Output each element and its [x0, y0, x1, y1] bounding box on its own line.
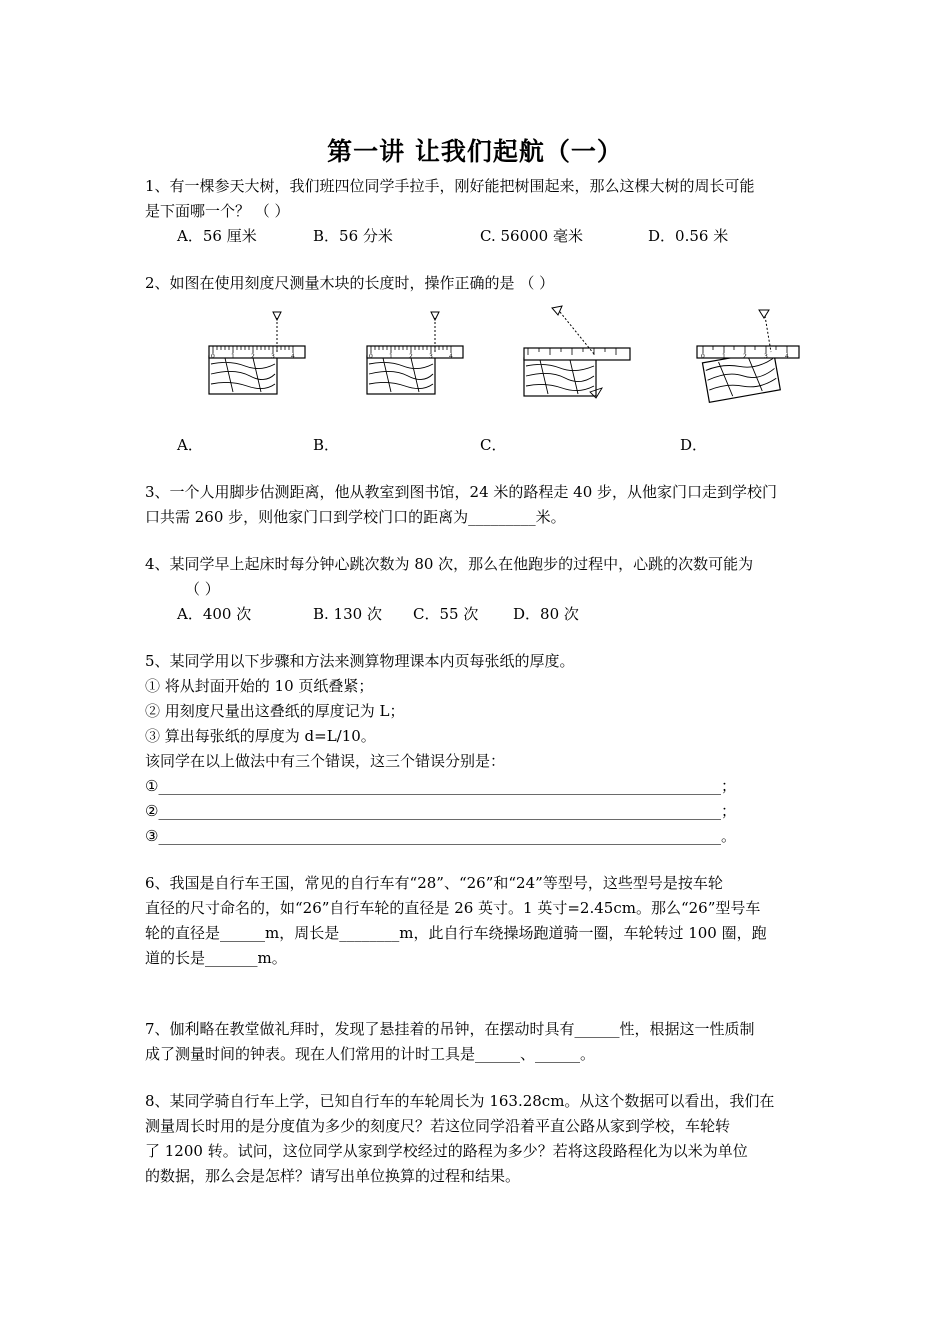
question-1-text-line1: 1、有一棵参天大树，我们班四位同学手拉手，刚好能把树围起来，那么这棵大树的周长可能 [145, 177, 755, 195]
question-5-step-3: ③ 算出每张纸的厚度为 d=L/10。 [145, 727, 376, 745]
question-5-step-2: ② 用刻度尺量出这叠纸的厚度记为 L； [145, 702, 405, 720]
question-4-options [145, 602, 810, 627]
figure-a-ruler-diagram [205, 308, 310, 408]
question-4-option-a: A．400 次 [177, 605, 252, 623]
question-8-text-line1: 8、某同学骑自行车上学，已知自行车的车轮周长为 163.28cm。从这个数据可以看出，我们在 [145, 1092, 775, 1110]
question-4 [145, 552, 810, 627]
question-1-option-d: D．0.56 米 [648, 227, 729, 245]
question-8-text-line4: 的数据，那么会是怎样？请写出单位换算的过程和结果。 [145, 1167, 521, 1185]
question-8 [145, 1089, 810, 1189]
svg-text:4: 4 [785, 353, 789, 360]
question-5-answer-blank-3: ③___________________________________________________________________________。 [145, 827, 736, 845]
question-8-text-line2: 测量周长时用的是分度值为多少的刻度尺？若这位同学沿着平直公路从家到学校，车轮转 [145, 1117, 731, 1135]
question-1-options [145, 224, 810, 249]
svg-text:2: 2 [743, 353, 747, 360]
question-5-step-1: ① 将从封面开始的 10 页纸叠紧； [145, 677, 374, 695]
question-1-option-c: C. 56000 毫米 [480, 227, 583, 245]
question-7-text-line2: 成了测量时间的钟表。现在人们常用的计时工具是______、______。 [145, 1045, 596, 1063]
question-2 [145, 271, 810, 466]
ruler-figures [145, 296, 810, 441]
question-3-text-line1: 3、一个人用脚步估测距离，他从教室到图书馆，24 米的路程走 40 步，从他家门口走到学校门 [145, 483, 778, 501]
svg-text:4: 4 [449, 353, 453, 360]
question-5-answer-blank-1: ①___________________________________________________________________________； [145, 777, 736, 795]
svg-text:0: 0 [369, 353, 373, 360]
tick-label-1: 1 [231, 353, 235, 360]
tick-label-3: 3 [271, 353, 275, 360]
question-4-option-b: B. 130 次 [313, 605, 382, 623]
question-1 [145, 174, 810, 249]
question-3 [145, 480, 810, 530]
question-6-text-line1: 6、我国是自行车王国，常见的自行车有“28”、“26”和“24”等型号，这些型号是按车轮 [145, 874, 723, 892]
figure-b-ruler-diagram [363, 308, 468, 408]
question-3-text-line2: 口共需 260 步，则他家门口到学校门口的距离为_________米。 [145, 508, 566, 526]
figure-label-d: D． [680, 436, 708, 454]
question-5-text-line5: 该同学在以上做法中有三个错误，这三个错误分别是： [145, 752, 506, 770]
question-6-text-line3: 轮的直径是______m，周长是________m，此自行车绕操场跑道骑一圈，车轮转过 100 圈，跑 [145, 924, 767, 942]
question-1-option-a: A．56 厘米 [177, 227, 257, 245]
svg-text:1: 1 [389, 353, 393, 360]
figure-label-b: B． [313, 436, 340, 454]
question-list [145, 174, 810, 1189]
question-7-text-line1: 7、伽利略在教堂做礼拜时，发现了悬挂着的吊钟，在摆动时具有______性，根据这一性质制 [145, 1020, 755, 1038]
tick-label-0: 0 [211, 353, 215, 360]
question-5-answer-blank-2: ②___________________________________________________________________________； [145, 802, 736, 820]
question-8-text-line3: 了 1200 转。试问，这位同学从家到学校经过的路程为多少？若将这段路程化为以米为单位 [145, 1142, 748, 1160]
question-4-text-line2: （ ） [185, 580, 220, 598]
page-title: 第一讲 让我们起航（一） [327, 137, 623, 166]
tick-label-2: 2 [251, 353, 255, 360]
question-6-text-line4: 道的长是_______m。 [145, 949, 287, 967]
question-4-text-line1: 4、某同学早上起床时每分钟心跳次数为 80 次，那么在他跑步的过程中，心跳的次数可能为 [145, 555, 754, 573]
figure-label-c: C． [480, 436, 507, 454]
question-4-option-d: D．80 次 [513, 605, 579, 623]
question-6-text-line2: 直径的尺寸命名的，如“26”自行车轮的直径是 26 英寸。1 英寸=2.45cm。那么“26”型号车 [145, 899, 761, 917]
question-1-option-b: B．56 分米 [313, 227, 393, 245]
svg-text:0: 0 [701, 353, 705, 360]
question-1-text-line2: 是下面哪一个？ （ ） [145, 202, 290, 220]
svg-text:3: 3 [764, 353, 768, 360]
svg-text:2: 2 [409, 353, 413, 360]
tick-label-4: 4 [291, 353, 295, 360]
question-5-text-line1: 5、某同学用以下步骤和方法来测算物理课本内页每张纸的厚度。 [145, 652, 575, 670]
figure-c-ruler-diagram [520, 302, 635, 408]
svg-text:1: 1 [722, 353, 726, 360]
figure-d-ruler-diagram [693, 304, 808, 414]
question-5 [145, 649, 810, 849]
question-2-text: 2、如图在使用刻度尺测量木块的长度时，操作正确的是 （ ） [145, 274, 555, 292]
question-4-option-c: C．55 次 [413, 605, 479, 623]
svg-text:3: 3 [429, 353, 433, 360]
figure-labels [145, 436, 810, 466]
figure-label-a: A． [177, 436, 203, 454]
question-7 [145, 1017, 810, 1067]
question-6 [145, 871, 810, 971]
